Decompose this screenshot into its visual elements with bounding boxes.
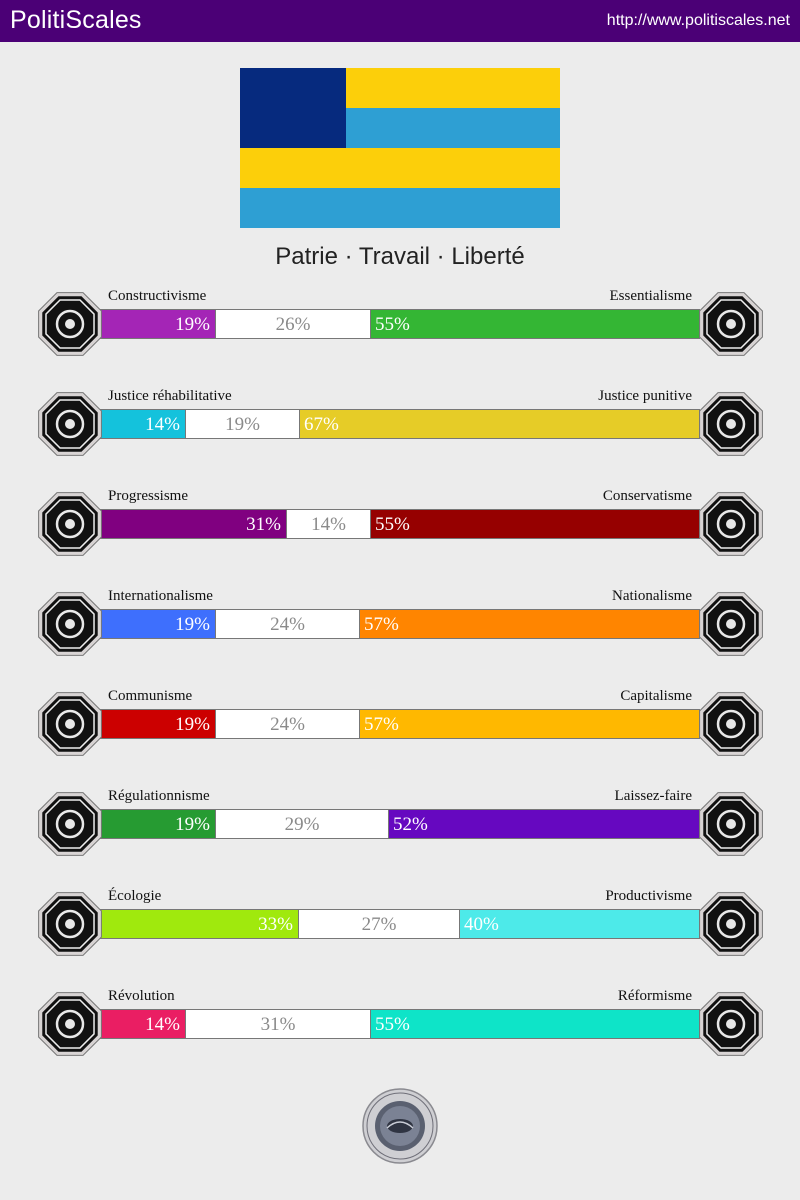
axis-left-segment: 14% xyxy=(101,1010,185,1038)
axis-right-label: Réformisme xyxy=(617,988,692,1004)
axis-bar xyxy=(100,609,700,639)
axis-row xyxy=(0,389,800,469)
motto: Patrie · Travail · Liberté xyxy=(275,243,525,270)
quill-pen-icon xyxy=(696,489,766,559)
axis-right-segment: 67% xyxy=(299,410,699,438)
axis-right-label: Nationalisme xyxy=(612,588,692,604)
axis-left-label: Communisme xyxy=(108,688,193,704)
axis-left-label: Régulationnisme xyxy=(108,788,210,804)
axis-right-label: Conservatisme xyxy=(602,488,692,504)
axis-right-label: Productivisme xyxy=(605,888,692,904)
axis-row xyxy=(0,289,800,369)
app-header xyxy=(0,0,800,42)
rocket-icon xyxy=(35,489,105,559)
axis-right-segment: 40% xyxy=(459,910,699,938)
axis-right-segment: 55% xyxy=(370,1010,699,1038)
flag-canton xyxy=(240,68,346,148)
axis-right-segment: 57% xyxy=(359,610,699,638)
parliament-icon xyxy=(696,989,766,1059)
gear-icon xyxy=(696,889,766,959)
axis-left-segment: 19% xyxy=(101,610,215,638)
globe-icon xyxy=(35,589,105,659)
axis-right-segment: 55% xyxy=(370,510,699,538)
axis-neutral-segment: 19% xyxy=(185,410,299,438)
axis-right-label: Essentialisme xyxy=(609,288,692,304)
axis-row xyxy=(0,889,800,969)
axis-bar xyxy=(100,809,700,839)
plant-icon xyxy=(35,889,105,959)
site-url[interactable]: http://www.politiscales.net xyxy=(606,12,790,29)
axis-bar xyxy=(100,1009,700,1039)
axis-right-segment: 57% xyxy=(359,710,699,738)
axis-left-label: Justice réhabilitative xyxy=(108,388,232,404)
flower-icon xyxy=(696,289,766,359)
axis-bar xyxy=(100,309,700,339)
axis-bar xyxy=(100,709,700,739)
butterflies-icon xyxy=(696,789,766,859)
axis-left-label: Écologie xyxy=(108,888,162,904)
politiscales-seal-icon xyxy=(362,1088,438,1164)
axis-bar xyxy=(100,909,700,939)
axis-row xyxy=(0,689,800,769)
axis-left-segment: 19% xyxy=(101,810,215,838)
axis-left-label: Constructivisme xyxy=(108,288,207,304)
axis-row xyxy=(0,789,800,869)
axis-neutral-segment: 26% xyxy=(215,310,370,338)
axis-left-label: Révolution xyxy=(108,988,175,1004)
axis-neutral-segment: 24% xyxy=(215,710,359,738)
flag-image xyxy=(240,68,560,228)
axis-left-segment: 14% xyxy=(101,410,185,438)
handshake-icon xyxy=(35,389,105,459)
axis-left-label: Progressisme xyxy=(108,488,188,504)
eye-icon xyxy=(35,289,105,359)
axis-neutral-segment: 24% xyxy=(215,610,359,638)
axis-row xyxy=(0,589,800,669)
axis-row xyxy=(0,989,800,1069)
axis-right-segment: 52% xyxy=(388,810,699,838)
axis-neutral-segment: 27% xyxy=(298,910,459,938)
flag-icon xyxy=(696,589,766,659)
axis-bar xyxy=(100,409,700,439)
axis-bar xyxy=(100,509,700,539)
axis-left-segment: 31% xyxy=(101,510,286,538)
flag-stripe xyxy=(240,188,560,228)
axis-neutral-segment: 29% xyxy=(215,810,388,838)
axis-right-label: Justice punitive xyxy=(598,388,692,404)
axis-right-label: Laissez-faire xyxy=(614,788,692,804)
hammer-sickle-icon xyxy=(35,689,105,759)
axis-right-segment: 55% xyxy=(370,310,699,338)
axis-neutral-segment: 14% xyxy=(286,510,370,538)
axis-left-segment: 19% xyxy=(101,710,215,738)
brand-title: PolitiScales xyxy=(10,6,142,34)
axis-left-label: Internationalisme xyxy=(108,588,213,604)
axis-left-segment: 33% xyxy=(101,910,298,938)
axis-neutral-segment: 31% xyxy=(185,1010,370,1038)
axis-row xyxy=(0,489,800,569)
money-bag-icon xyxy=(696,689,766,759)
fist-icon xyxy=(35,989,105,1059)
axis-left-segment: 19% xyxy=(101,310,215,338)
prison-bars-icon xyxy=(696,389,766,459)
ruler-icon xyxy=(35,789,105,859)
axis-right-label: Capitalisme xyxy=(620,688,692,704)
flag-stripe xyxy=(240,148,560,188)
